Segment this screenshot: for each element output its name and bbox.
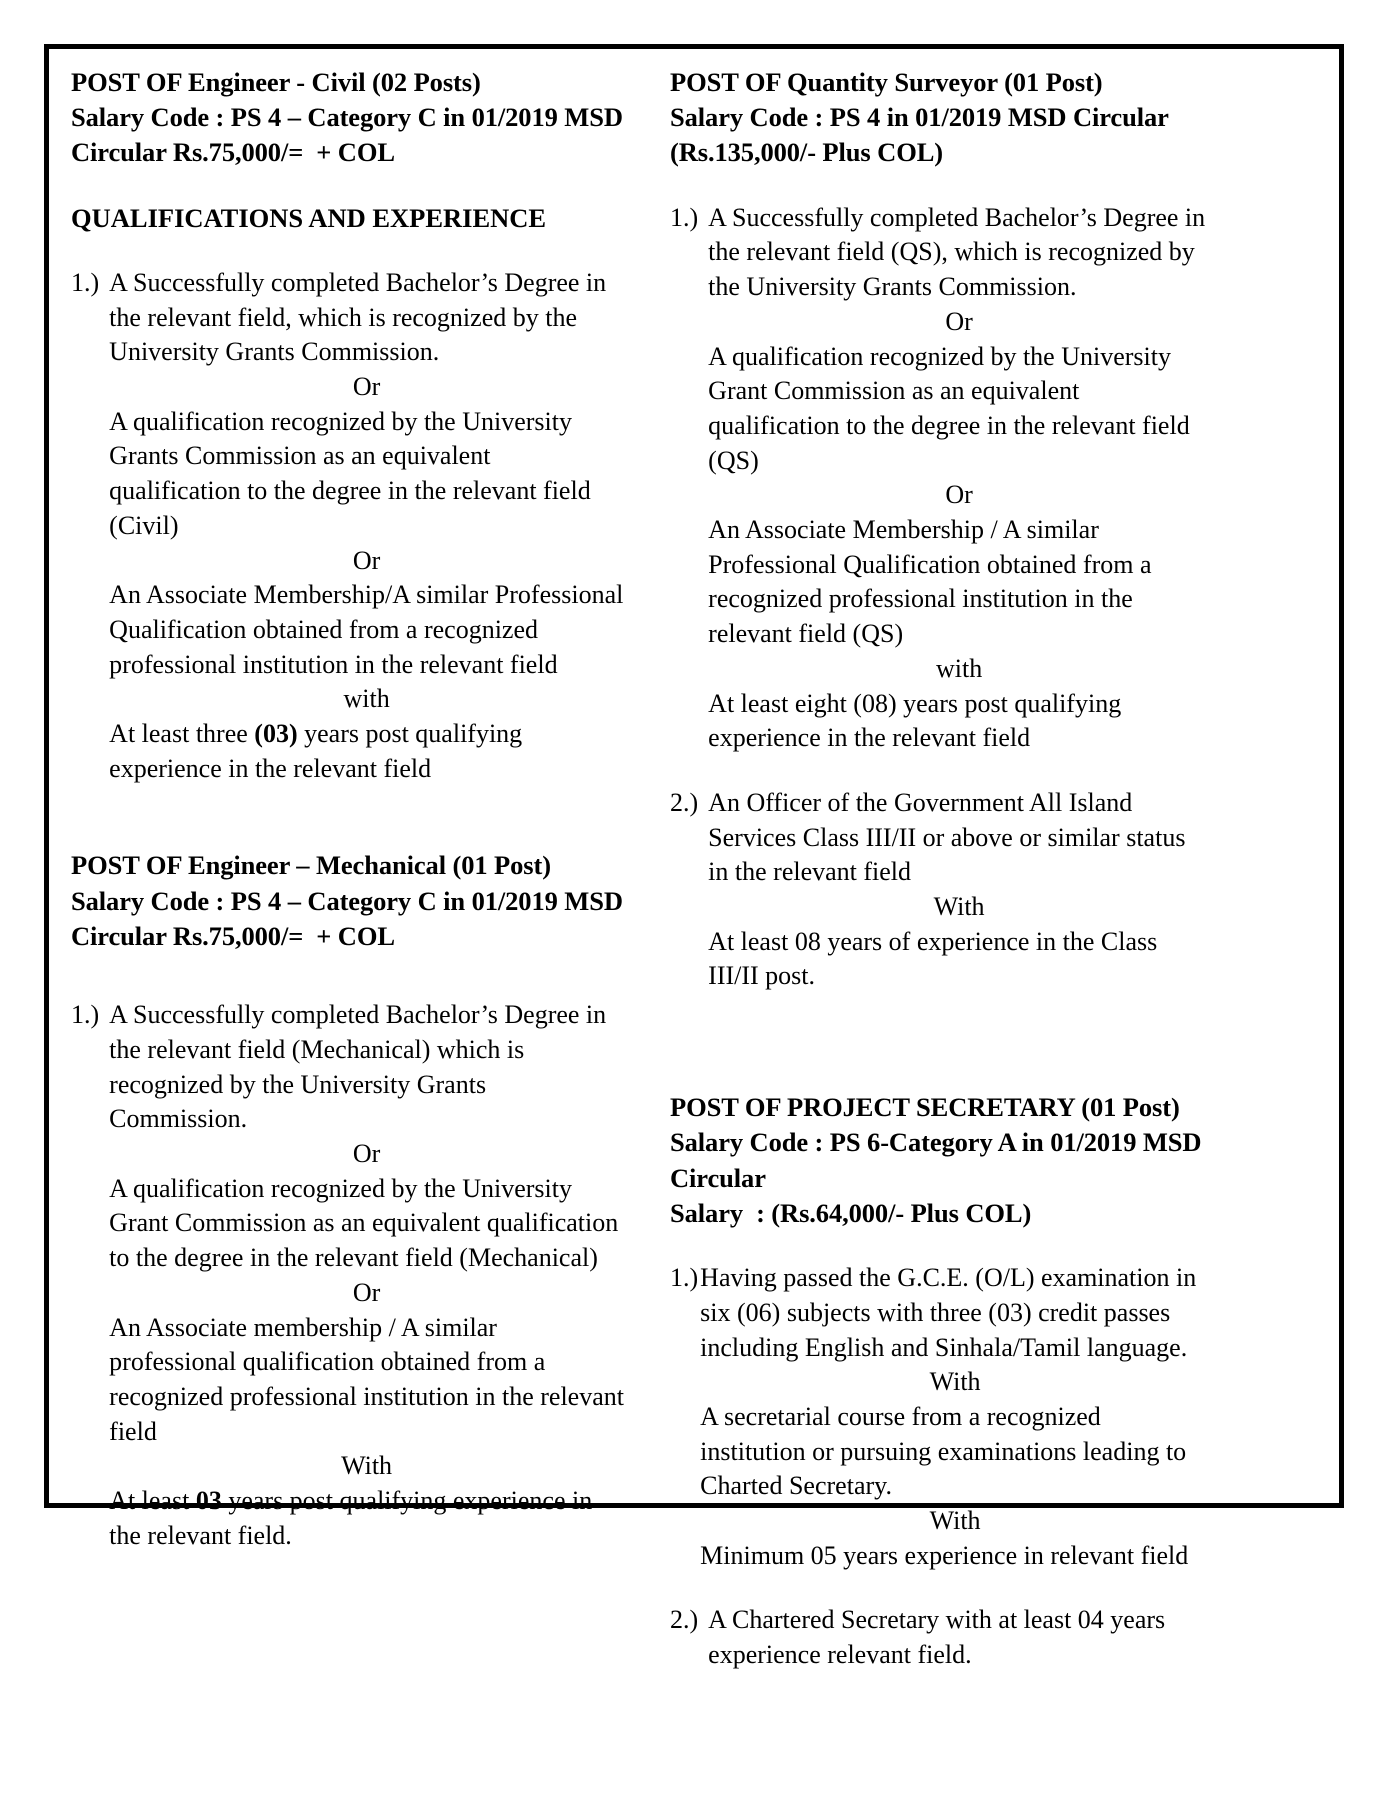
- list-item: [71, 266, 624, 787]
- list-item: [670, 201, 1210, 756]
- qualification-paragraph: A secretarial course from a recognized institution or pursuing examinations leading to Charted Secretary.: [700, 1401, 1187, 1501]
- list-item: [670, 1603, 1210, 1672]
- list-item: [670, 1261, 1210, 1573]
- post-title-engineer-mechanical: [71, 848, 624, 954]
- connector-word: Or: [945, 480, 973, 510]
- list-item: [71, 998, 624, 1553]
- list-marker: 2.): [670, 1605, 699, 1635]
- spacer: [71, 786, 624, 848]
- qualification-paragraph: A Successfully completed Bachelor’s Degree in the relevant field (QS), which is recognized by the University Grants Commission.: [708, 202, 1206, 302]
- post-title-line: Salary Code : PS 6-Category A in 01/2019 MSD: [670, 1127, 1202, 1158]
- list-marker: 1.): [670, 1263, 699, 1293]
- qualification-paragraph: A Chartered Secretary with at least 04 years experience relevant field.: [708, 1605, 1166, 1670]
- list-marker: 1.): [670, 202, 699, 232]
- list-marker: 1.): [71, 267, 100, 297]
- list-marker: 2.): [670, 787, 699, 817]
- post-title-line: Circular Rs.75,000/= + COL: [71, 137, 395, 168]
- spacer: [71, 171, 624, 201]
- experience-pre: At least three: [109, 719, 255, 749]
- qualification-paragraph: An Officer of the Government All Island Services Class III/II or above or similar status in the relevant field: [708, 787, 1186, 887]
- qualification-paragraph: A qualification recognized by the University Grants Commission as an equivalent qualification to the degree in the relevant field (Civil): [109, 406, 591, 540]
- list-item-body: [109, 266, 624, 787]
- list-item-body: [708, 201, 1210, 756]
- section-heading-qualifications: QUALIFICATIONS AND EXPERIENCE: [71, 202, 547, 233]
- post-title-quantity-surveyor: [670, 65, 1210, 171]
- list-item: [670, 786, 1210, 994]
- post-title-line: POST OF PROJECT SECRETARY (01 Post): [670, 1092, 1180, 1123]
- two-column-layout: [71, 65, 1325, 1670]
- spacer: [71, 954, 624, 998]
- post-block-engineer-mechanical: [71, 848, 624, 1553]
- connector-word: With: [341, 1451, 393, 1481]
- post-title-engineer-civil: [71, 65, 624, 171]
- post-title-line: Salary Code : PS 4 – Category C in 01/2019 MSD: [71, 102, 623, 133]
- list-item-body: [708, 1603, 1210, 1672]
- list-item-body: [708, 786, 1210, 994]
- post-title-line: Salary Code : PS 4 in 01/2019 MSD Circular: [670, 102, 1169, 133]
- post-title-line: POST OF Engineer – Mechanical (01 Post): [71, 850, 551, 881]
- connector-word: Or: [945, 306, 973, 336]
- experience-post: years post qualifying experience in the relevant field.: [109, 1486, 593, 1550]
- connector-word: Or: [352, 545, 381, 575]
- qualification-paragraph: A qualification recognized by the University Grant Commission as an equivalent qualification to the degree in the relevant field (QS): [708, 341, 1190, 475]
- post-block-project-secretary: [670, 1090, 1210, 1673]
- post-title-line: Circular Rs.75,000/= + COL: [71, 920, 395, 951]
- spacer: [670, 171, 1210, 201]
- spacer: [670, 756, 1210, 786]
- experience-requirement: [109, 719, 522, 783]
- list-item-body: [700, 1261, 1210, 1573]
- post-block-quantity-surveyor: [670, 65, 1210, 994]
- list-item-body: [109, 998, 624, 1553]
- post-title-line: POST OF Engineer - Civil (02 Posts): [71, 67, 481, 97]
- qualification-paragraph: A Successfully completed Bachelor’s Degree in the relevant field, which is recognized by the University Grants Commission.: [109, 267, 607, 367]
- post-title-line: (Rs.135,000/- Plus COL): [670, 137, 944, 168]
- qualification-paragraph: A qualification recognized by the University Grant Commission as an equivalent qualification to the degree in the relevant field (Mechanical): [109, 1173, 619, 1273]
- connector-word: Or: [352, 372, 381, 402]
- experience-years-bold: (03): [254, 719, 298, 749]
- page-border-frame: [44, 44, 1344, 1670]
- experience-years-bold: 03: [195, 1486, 222, 1516]
- qualification-paragraph: An Associate membership / A similar professional qualification obtained from a recognized professional institution in the relevant field: [109, 1312, 624, 1446]
- post-title-line: POST OF Quantity Surveyor (01 Post): [670, 67, 1103, 97]
- qualification-paragraph: Having passed the G.C.E. (O/L) examination in six (06) subjects with three (03) credit passes including English and Sinhala/Tamil language.: [700, 1263, 1197, 1362]
- spacer: [670, 1231, 1210, 1261]
- post-title-line: Circular: [670, 1162, 766, 1193]
- experience-requirement: At least eight (08) years post qualifying experience in the relevant field: [708, 688, 1122, 753]
- spacer: [670, 994, 1210, 1090]
- right-column: [662, 65, 1210, 1670]
- connector-word: with: [343, 684, 390, 714]
- spacer: [71, 236, 624, 266]
- post-title-project-secretary: [670, 1090, 1210, 1231]
- connector-word: With: [933, 892, 985, 922]
- post-title-line: Salary Code : PS 4 – Category C in 01/2019 MSD: [71, 885, 623, 916]
- spacer: [670, 1573, 1210, 1603]
- experience-requirement: [109, 1486, 592, 1550]
- connector-word: With: [929, 1506, 981, 1536]
- post-block-engineer-civil: [71, 65, 624, 786]
- post-salary-line: Salary : (Rs.64,000/- Plus COL): [670, 1197, 1032, 1228]
- left-column: [71, 65, 624, 1550]
- experience-pre: At least: [109, 1486, 196, 1516]
- connector-word: with: [935, 653, 983, 683]
- experience-post: years post qualifying experience in the relevant field: [109, 719, 523, 783]
- qualification-paragraph: An Associate Membership/A similar Professional Qualification obtained from a recognized professional institution in the relevant field: [109, 580, 624, 679]
- qualification-paragraph: A Successfully completed Bachelor’s Degree in the relevant field (Mechanical) which is recognized by the University Grants Commission.: [109, 1000, 607, 1134]
- connector-word: With: [929, 1367, 981, 1397]
- experience-requirement: At least 08 years of experience in the Class III/II post.: [708, 926, 1158, 991]
- list-marker: 1.): [71, 1000, 100, 1030]
- connector-word: Or: [352, 1139, 381, 1168]
- qualification-paragraph: An Associate Membership / A similar Professional Qualification obtained from a recognized professional institution in the relevant field (QS): [708, 515, 1152, 649]
- experience-requirement: Minimum 05 years experience in relevant field: [700, 1540, 1189, 1570]
- connector-word: Or: [352, 1277, 381, 1307]
